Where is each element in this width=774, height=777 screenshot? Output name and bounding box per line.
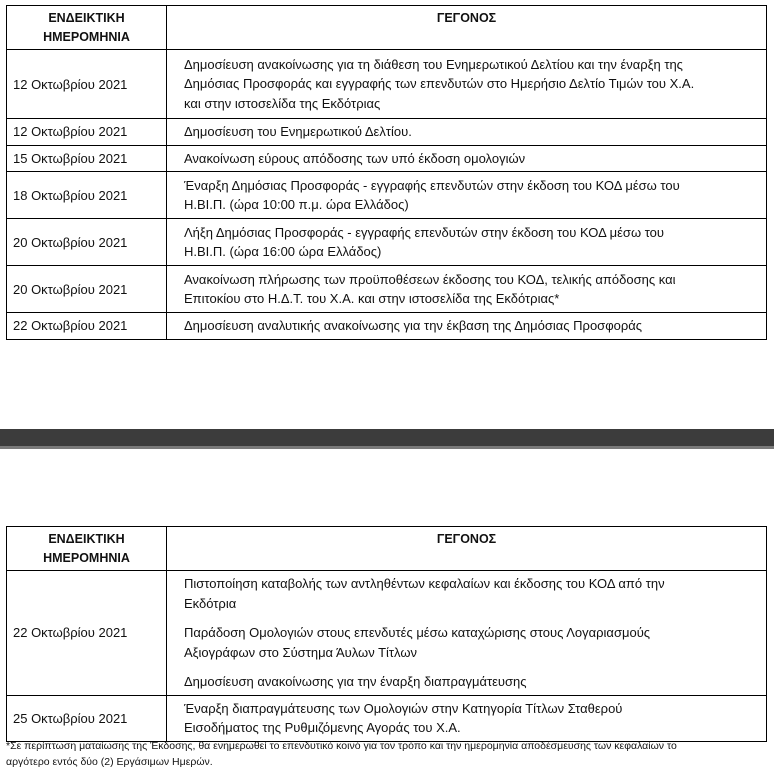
row-date: 22 Οκτωβρίου 2021 (7, 571, 167, 696)
timeline-table-2 (6, 526, 767, 742)
row-date: 20 Οκτωβρίου 2021 (7, 266, 167, 313)
header-line: ΗΜΕΡΟΜΗΝΙΑ (43, 551, 130, 565)
page-divider (0, 429, 774, 446)
event-column-header: ΓΕΓΟΝΟΣ (167, 527, 767, 571)
event-item (184, 574, 758, 613)
date-column-header (7, 6, 167, 50)
header-line: ΗΜΕΡΟΜΗΝΙΑ (43, 30, 130, 44)
table-row (7, 571, 767, 696)
table-row (7, 219, 767, 266)
row-event (167, 219, 767, 266)
event-item (184, 699, 758, 738)
event-line: Η.ΒΙ.Π. (ώρα 10:00 π.μ. ώρα Ελλάδος) (184, 197, 409, 212)
row-date: 20 Οκτωβρίου 2021 (7, 219, 167, 266)
event-line: Αξιογράφων στο Σύστημα Άυλων Τίτλων (184, 644, 417, 660)
table-row (7, 695, 767, 741)
page-divider-shadow (0, 446, 774, 449)
header-line: ΕΝΔΕΙΚΤΙΚΗ (48, 11, 125, 25)
row-event (167, 145, 767, 172)
event-line: Δημοσίευση αναλυτικής ανακοίνωσης για την έκβαση της Δημόσιας Προσφοράς (184, 318, 643, 333)
date-column-header (7, 527, 167, 571)
event-line: Ανακοίνωση πλήρωσης των προϋποθέσεων έκδοσης του ΚΟΔ, τελικής απόδοσης και (184, 271, 676, 287)
event-line: Δημοσίευση του Ενημερωτικού Δελτίου. (184, 124, 412, 139)
event-line: Επιτοκίου στο Η.Δ.Τ. του Χ.Α. και στην ιστοσελίδα της Εκδότριας* (184, 291, 560, 306)
table-row (7, 172, 767, 219)
row-event (167, 50, 767, 119)
event-line: Δημοσίευση ανακοίνωσης για την έναρξη διαπραγμάτευσης (184, 674, 527, 689)
row-date: 12 Οκτωβρίου 2021 (7, 119, 167, 146)
footnote (6, 738, 768, 770)
event-line: Η.ΒΙ.Π. (ώρα 16:00 ώρα Ελλάδος) (184, 244, 382, 259)
table-row (7, 50, 767, 119)
row-event (167, 313, 767, 340)
timeline-table-1 (6, 5, 767, 340)
event-line: Έναρξη Δημόσιας Προσφοράς - εγγραφής επενδυτών στην έκδοση του ΚΟΔ μέσω του (184, 177, 680, 193)
event-line: και στην ιστοσελίδα της Εκδότριας (184, 95, 381, 111)
event-line: Ανακοίνωση εύρους απόδοσης των υπό έκδοση ομολογιών (184, 150, 526, 166)
row-date: 15 Οκτωβρίου 2021 (7, 145, 167, 172)
event-line: Εκδότρια (184, 595, 237, 611)
row-date: 22 Οκτωβρίου 2021 (7, 313, 167, 340)
event-line: Έναρξη διαπραγμάτευσης των Ομολογιών στην Κατηγορία Τίτλων Σταθερού (184, 700, 623, 716)
table-header-row (7, 527, 767, 571)
event-line: Παράδοση Ομολογιών στους επενδυτές μέσω καταχώρισης στους Λογαριασμούς (184, 625, 651, 640)
row-events (167, 571, 767, 696)
header-line: ΕΝΔΕΙΚΤΙΚΗ (48, 532, 125, 546)
table-row (7, 266, 767, 313)
event-item (184, 623, 758, 662)
table-header-row (7, 6, 767, 50)
footnote-line: αργότερο εντός δύο (2) Εργάσιμων Ημερών. (6, 756, 213, 768)
event-column-header: ΓΕΓΟΝΟΣ (167, 6, 767, 50)
footnote-line: *Σε περίπτωση ματαίωσης της Έκδοσης, θα ενημερωθεί το επενδυτικό κοινό για τον τρόπο και την ημερομηνία αποδέσμευσης των κεφαλαίων το (6, 740, 677, 752)
event-line: Λήξη Δημόσιας Προσφοράς - εγγραφής επενδυτών στην έκδοση του ΚΟΔ μέσω του (184, 224, 665, 240)
event-line: Δημοσίευση ανακοίνωσης για τη διάθεση του Ενημερωτικού Δελτίου και την έναρξη της (184, 56, 683, 72)
event-line: Εισοδήματος της Ρυθμιζόμενης Αγοράς του Χ.Α. (184, 720, 461, 735)
table-row (7, 145, 767, 172)
row-event (167, 119, 767, 146)
table-row (7, 313, 767, 340)
row-event (167, 172, 767, 219)
table-row (7, 119, 767, 146)
row-events (167, 695, 767, 741)
event-line: Πιστοποίηση καταβολής των αντληθέντων κεφαλαίων και έκδοσης του ΚΟΔ από την (184, 576, 665, 591)
event-item (184, 672, 758, 692)
event-line: Δημόσιας Προσφοράς και εγγραφής των επενδυτών στο Ημερήσιο Δελτίο Τιμών του Χ.Α. (184, 76, 695, 92)
row-date: 12 Οκτωβρίου 2021 (7, 50, 167, 119)
row-event (167, 266, 767, 313)
row-date: 18 Οκτωβρίου 2021 (7, 172, 167, 219)
row-date: 25 Οκτωβρίου 2021 (7, 695, 167, 741)
